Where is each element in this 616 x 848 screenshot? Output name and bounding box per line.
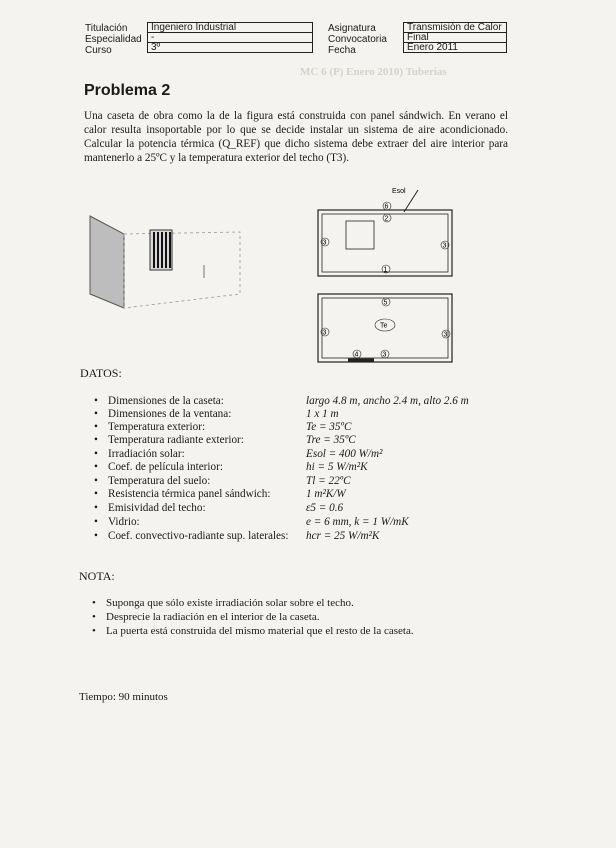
datos-row-value: hcr = 25 W/m²K (306, 530, 380, 542)
problem-title: Problema 2 (84, 82, 171, 99)
nota-item (92, 597, 354, 610)
datos-row-label: Irradiación solar: (108, 448, 185, 460)
bullet: • (94, 408, 98, 420)
convocatoria-label: Convocatoria (328, 34, 387, 45)
datos-row-label: Resistencia térmica panel sándwich: (108, 488, 271, 500)
datos-row-value: largo 4.8 m, ancho 2.4 m, alto 2.6 m (306, 395, 469, 407)
esol-arrow (404, 190, 418, 212)
top-label-3-left: 3 (322, 239, 327, 247)
datos-row (94, 461, 368, 474)
bullet: • (94, 475, 98, 487)
datos-row (94, 530, 380, 543)
bottom-label-3-left: 3 (322, 329, 327, 337)
nota-item-text: La puerta está construida del mismo material que el resto de la caseta. (106, 625, 414, 637)
bottom-label-3-bottom: 3 (382, 351, 387, 359)
datos-row-value: Tre = 35ºC (306, 434, 356, 446)
top-inner-wall (322, 214, 448, 272)
especialidad-label: Especialidad (85, 34, 142, 45)
datos-row-value: ε5 = 0.6 (306, 502, 344, 514)
hut-front-wall (124, 232, 240, 308)
datos-row (94, 516, 409, 529)
datos-row-value: Te = 35ºC (306, 421, 352, 433)
header-labels-right (328, 23, 387, 56)
bullet: • (94, 502, 98, 514)
hut-perspective-figure (84, 210, 244, 310)
datos-row-label: Dimensiones de la ventana: (108, 408, 232, 420)
bottom-label-5: 5 (383, 299, 388, 307)
bleed-through-title: MC 6 (P) Enero 2010) Tuberías (300, 66, 447, 78)
titulacion-value: Ingeniero Industrial (148, 23, 313, 33)
datos-row-value: 1 m²K/W (306, 488, 346, 500)
datos-row-label: Emisividad del techo: (108, 502, 206, 514)
datos-row-value: Tl = 22ºC (306, 475, 351, 487)
nota-item (92, 611, 319, 624)
top-label-1: 1 (383, 266, 388, 274)
datos-row (94, 488, 346, 501)
nota-item-text: Suponga que sólo existe irradiación solar sobre el techo. (106, 597, 354, 609)
datos-row (94, 448, 383, 461)
header-labels-left (85, 23, 142, 56)
fecha-value: Enero 2011 (404, 43, 507, 53)
datos-row (94, 395, 469, 408)
te-label: Te (380, 322, 388, 330)
time-limit: Tiempo: 90 minutos (79, 691, 168, 703)
datos-row (94, 408, 339, 421)
datos-row (94, 475, 351, 488)
datos-row-label: Coef. convectivo-radiante sup. laterales: (108, 530, 289, 542)
bullet: • (94, 461, 98, 473)
datos-row-label: Coef. de película interior: (108, 461, 223, 473)
problem-statement: Una caseta de obra como la de la figura está construida con panel sándwich. En verano el calor resulta insoportable por lo que se decide instalar un sistema de aire acondicionado. Calcular la potencia térmica (Q_REF) que dicho sistema debe extraer del aire interior para mantenerlo a 25ºC y la temperatura exterior del techo (T3). (84, 110, 508, 164)
bottom-section-diagram (300, 290, 470, 370)
bottom-label-3-right: 3 (443, 331, 448, 339)
bullet: • (92, 611, 96, 623)
datos-row (94, 434, 356, 447)
asignatura-label: Asignatura (328, 23, 376, 34)
window-outline (346, 221, 374, 249)
nota-item-text: Desprecie la radiación en el interior de la caseta. (106, 611, 320, 623)
datos-row-label: Temperatura radiante exterior: (108, 434, 244, 446)
header-values-left (147, 22, 313, 53)
datos-row-value: Esol = 400 W/m² (306, 448, 383, 460)
esol-label: Esol (392, 188, 406, 195)
bottom-label-4: 4 (354, 351, 359, 359)
datos-row-label: Temperatura exterior: (108, 421, 206, 433)
curso-label: Curso (85, 45, 112, 56)
bullet: • (92, 625, 96, 637)
datos-heading: DATOS: (80, 366, 122, 380)
hut-side-wall (90, 216, 124, 308)
datos-row-label: Temperatura del suelo: (108, 475, 211, 487)
bullet: • (94, 516, 98, 528)
bullet: • (94, 488, 98, 500)
bullet: • (94, 448, 98, 460)
top-label-6: 6 (384, 203, 389, 211)
header-values-right (403, 22, 507, 53)
bullet: • (94, 421, 98, 433)
datos-row-value: hi = 5 W/m²K (306, 461, 368, 473)
curso-value: 3º (148, 43, 313, 53)
fecha-label: Fecha (328, 45, 356, 56)
datos-row (94, 502, 344, 515)
datos-row-value: e = 6 mm, k = 1 W/mK (306, 516, 409, 528)
bullet: • (92, 597, 96, 609)
nota-item (92, 625, 414, 638)
hut-window-grille (150, 230, 172, 270)
bullet: • (94, 530, 98, 542)
top-section-diagram (300, 184, 470, 284)
especialidad-value: - (148, 33, 313, 43)
top-label-2: 2 (384, 215, 389, 223)
bullet: • (94, 395, 98, 407)
datos-row-value: 1 x 1 m (306, 408, 339, 420)
datos-row (94, 421, 352, 434)
datos-row-label: Vidrio: (108, 516, 140, 528)
convocatoria-value: Final (404, 33, 507, 43)
datos-row-label: Dimensiones de la caseta: (108, 395, 224, 407)
titulacion-label: Titulación (85, 23, 128, 34)
asignatura-value: Transmisión de Calor (404, 23, 507, 33)
bullet: • (94, 434, 98, 446)
top-label-3-right: 3 (442, 242, 447, 250)
nota-heading: NOTA: (79, 569, 115, 583)
